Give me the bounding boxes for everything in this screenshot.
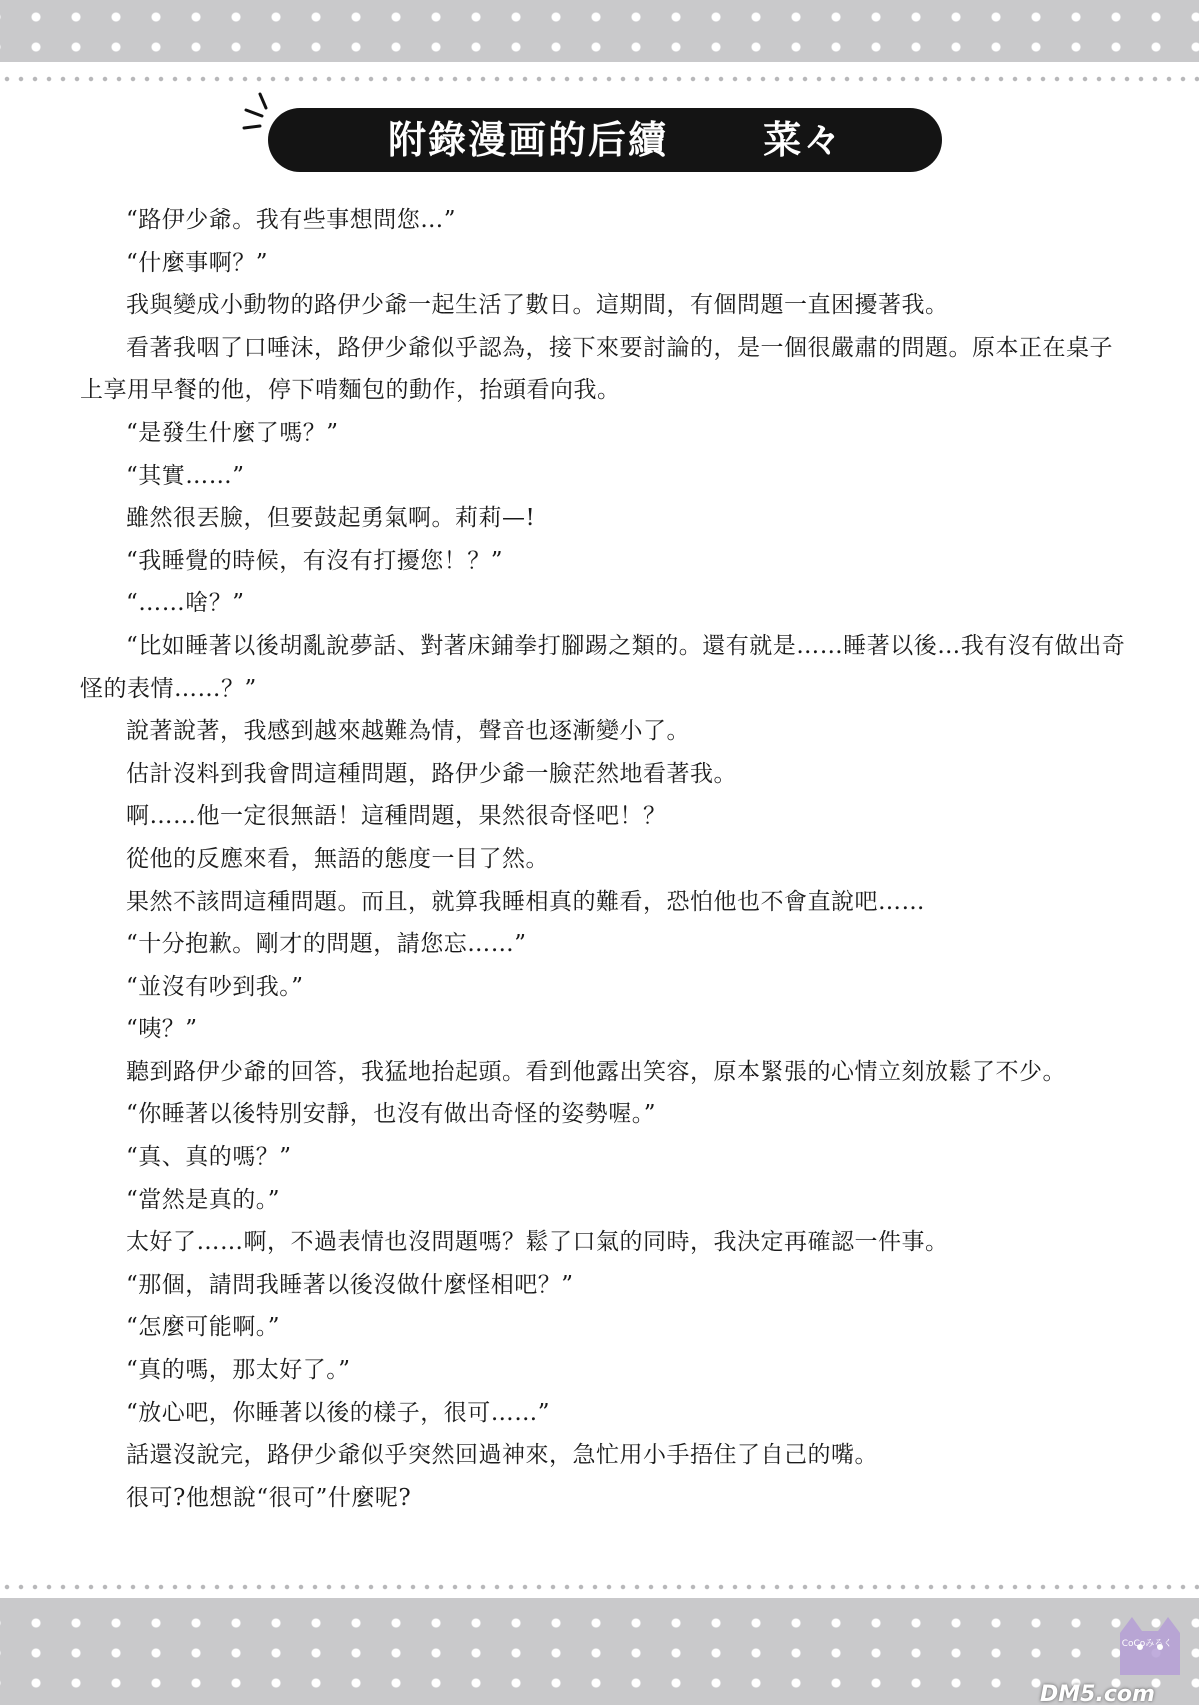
paragraph: “真的嗎，那太好了。”	[126, 1357, 351, 1384]
paragraph: 雖然很丟臉，但要鼓起勇氣啊。莉莉—!	[126, 505, 536, 532]
paragraph: 啊……他一定很無語！這種問題，果然很奇怪吧！？	[126, 803, 667, 830]
top-dotted-divider	[0, 76, 1199, 82]
paragraph: “比如睡著以後胡亂說夢話、對著床鋪拳打腳踢之類的。還有就是……睡著以後…我有沒有做出奇怪的表情……？”	[80, 632, 1126, 702]
paragraph: “當然是真的。”	[126, 1186, 281, 1213]
paragraph: 我與變成小動物的路伊少爺一起生活了數日。這期間，有個問題一直困擾著我。	[126, 292, 949, 319]
paragraph: “路伊少爺。我有些事想問您…”	[126, 207, 457, 233]
chapter-title-bar	[268, 108, 942, 172]
paragraph: “怎麼可能啊。”	[126, 1314, 281, 1341]
paragraph: “你睡著以後特別安靜，也沒有做出奇怪的姿勢喔。”	[126, 1101, 657, 1128]
paragraph: “那個，請問我睡著以後沒做什麼怪相吧？”	[126, 1271, 574, 1298]
paragraph: “咦？”	[126, 1016, 198, 1043]
paragraph: 太好了……啊，不過表情也沒問題嗎？鬆了口氣的同時，我決定再確認一件事。	[126, 1229, 949, 1256]
bottom-decorative-band	[0, 1598, 1199, 1705]
paragraph: “是發生什麼了嗎？”	[126, 419, 339, 446]
site-watermark: DM5.com	[1040, 1682, 1155, 1707]
paragraph: 聽到路伊少爺的回答，我猛地抬起頭。看到他露出笑容，原本緊張的心情立刻放鬆了不少。	[126, 1058, 1066, 1085]
story-body	[80, 199, 1130, 1519]
paragraph: “真、真的嗎？”	[126, 1144, 292, 1171]
paragraph: “……啥？”	[126, 590, 245, 617]
mascot-label: CoCoみるく	[1121, 1639, 1173, 1649]
bottom-dotted-divider	[0, 1584, 1199, 1590]
paragraph: “放心吧，你睡著以後的樣子，很可……”	[126, 1399, 551, 1426]
paragraph: 很可?他想說“很可”什麼呢?	[126, 1484, 412, 1511]
top-decorative-band	[0, 0, 1199, 62]
paragraph: “什麼事啊？”	[126, 249, 269, 276]
paragraph: 果然不該問這種問題。而且，就算我睡相真的難看，恐怕他也不會直說吧……	[126, 888, 925, 915]
paragraph: “十分抱歉。剛才的問題，請您忘……”	[126, 931, 527, 958]
paragraph: 話還沒說完，路伊少爺似乎突然回過神來，急忙用小手捂住了自己的嘴。	[126, 1442, 878, 1469]
paragraph: “並沒有吵到我。”	[126, 973, 304, 1000]
paragraph: 估計沒料到我會問這種問題，路伊少爺一臉茫然地看著我。	[126, 760, 737, 787]
chapter-title: 附錄漫画的后續	[388, 118, 669, 162]
paragraph: 看著我咽了口唾沫，路伊少爺似乎認為，接下來要討論的，是一個很嚴肅的問題。原本正在桌子上享用早餐的他，停下啃麵包的動作，抬頭看向我。	[80, 334, 1113, 404]
paragraph: “其實……”	[126, 462, 245, 489]
paragraph: “我睡覺的時候，有沒有打擾您！？”	[126, 547, 504, 574]
paragraph: 從他的反應來看，無語的態度一目了然。	[126, 845, 549, 872]
paragraph: 說著說著，我感到越來越難為情，聲音也逐漸變小了。	[126, 718, 690, 745]
chapter-author: 菜々	[763, 118, 844, 162]
